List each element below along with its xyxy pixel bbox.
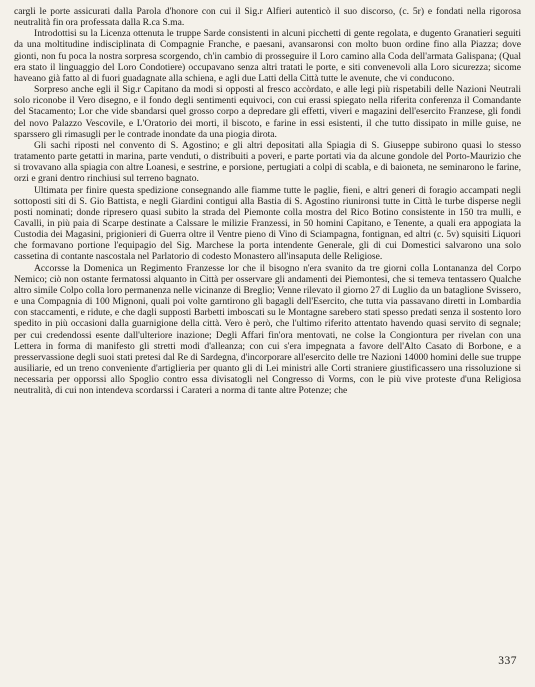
paragraph: Sorpreso anche egli il Sig.r Capitano da modi si opposti al fresco accòrdato, e alle legi più rispetabili delle Nazioni Neutrali solo riconobe il Vero disegno, e il fondo degli sentimenti equivoci, con cui erassi spiegato nella riferita conferenza il Comandante del Stacamento; Lor che vide sbandarsi quel grosso corpo a depredare gli effetti, viveri e magazini dell'esercito Franzese, gli fondi del novo Palazzo Vescovile, e L'Oratorio dei morti, il biscoto, e farine in essi esistenti, il che tutto dissipato in mille guise, ne sparssero gli rimasugli per le contrade inondate da una piogia dirota. (14, 84, 521, 140)
paragraph: Introdottisi su la Licenza ottenuta le truppe Sarde consistenti in alcuni picchetti di gente regolata, e dugento Granatieri seguiti da una moltitudine indisciplinata di Compagnie Franche, e paesani, avansaronsi con molto buon ordine fino alla Piazza; dove gionti, non fu poca la nostra sorpresa scorgendo, ch'in cambio di prosseguire il Loro camino alla Coda dell'armata Galispana; (Qual era stato il linguaggio del Loro Condotiere) occupavano senza altri tratati le porte, e siti convenevoli alla Loro sicurezza; sicome haveano già fatto al di fuori guadagnate alla schiena, e agli due Latti della Città tutte le avenute, che vi conducono. (14, 28, 521, 84)
body-text (14, 6, 521, 396)
paragraph: Ultimata per finire questa spedizione consegnando alle fiamme tutte le paglie, fieni, e altri generi di foragio accampati negli sottoposti siti di S. Gio Battista, e negli Giardini contigui alla Bastia di S. Agostino riunironsi tutte in Città le turbe disperse negli posti nominati; donde ripresero quasi subito la strada del Piemonte colla mostra del Rico Botino consistente in 150 tra mulli, e Cavalli, in più paia di Scarpe destinate a Calssare le milizie Franzessi, in 50 homini Capitano, e Tenente, a quali era appogiata la Custodia dei Magasini, prigionieri di Guerra oltre il Ventre pieno di Vino di Sciampagna, fontignan, ed altri (c. 5v) squisiti Liquori che formavano portione l'equipagio del Sig. Marchese la porta intendente Generale, gli di cui Domestici salvarono una solo cassetina di contante nascostala nel Parlatorio di codesto Monastero all'insaputa delle Religiose. (14, 184, 521, 263)
paragraph: Accorsse la Domenica un Regimento Franzesse lor che il bisogno n'era svanito da tre giorni colla Lontananza del Corpo Nemico; ciò non ostante fermatossi alquanto in Città per osservare gli andamenti dei Piemontesi, che si temeva tentassero Qualche altro simile Colpo colla loro permanenza nelle vicinanze di Breglio; Venne rilevato il giorno 27 di Luglio da un bataglione Svissero, e una Compagnia di 100 Mignoni, quali poi volte garntirono gli bagagli dell'Esercito, che tutta via passavano diretti in Lombardia con staccamenti, e ridute, e che dagli supposti Barbetti imboscati su le Montagne sarebero stati spesso predati senza il sostento loro spedito in più occasioni dalla guarnigione della città. Vero è però, che l'ultimo riferito attentato havendo quasi servito di segnale; per cui credendossi esente dall'ulteriore inazione; Degli Affari fin'ora mentovati, ne colse la Congiontura per rivelan con una Lettera in forma di manifesto gli stretti modi d'alleanza; con cui s'era impegnata a favore dell'Alto Casato di Borbone, e a presservassione degli suoi stati pretesi dal Re di Sardegna, d'incorporare all'esercito delle tre Nazioni 14000 homini delle sue truppe ausiliarie, ed un treno conveniente d'artiglieria per quanto gli di Lei ministri alle Corti straniere giustificassero una rissoluzione si necessaria per opporssi allo Spoglio contro essa divisatogli nel Congresso di Vorms, con le più vive proteste d'una Religiosa neutralità, di cui non intendeva scordarssi i Carateri a norma di tante altre Potenze; che (14, 262, 521, 397)
page-number: 337 (498, 655, 517, 667)
paragraph: cargli le porte assicurati dalla Parola d'honore con cui il Sig.r Alfieri autenticò il suo discorso, (c. 5r) e fondati nella rigorosa neutralità fin ora professata dalla R.ca S.ma. (14, 6, 521, 29)
paragraph: Gli sachi riposti nel convento di S. Agostino; e gli altri depositati alla Spiagia di S. Giuseppe subirono quasi lo stesso tratamento parte getatti in marina, parte venduti, o distribuiti a poveri, e parte portati via da alcune gondole del Porto-Maurizio che si trovavano alla spiagia con altre Loanesi, e sestrine, e porsione, pertugiati a colpi di scabla, e di baioneta, ne seminarono le farine, orzi e grani dentro rinchiusi sul terreno bagnato. (14, 139, 521, 185)
